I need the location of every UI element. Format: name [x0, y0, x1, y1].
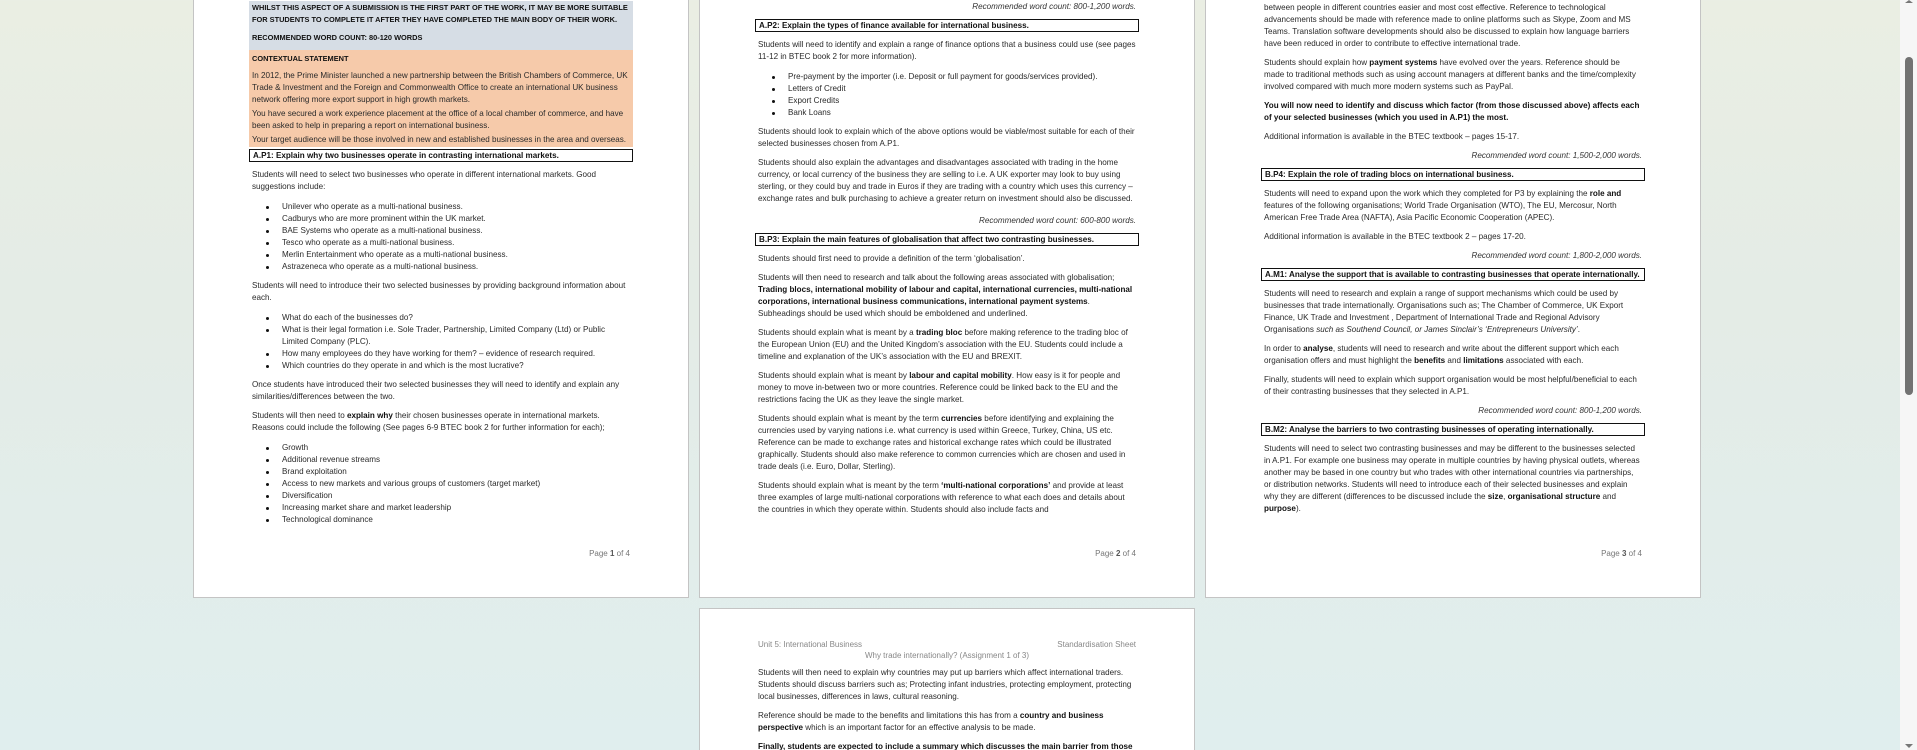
bold-run: labour and capital mobility	[909, 371, 1012, 380]
header-sheet-title: Standardisation Sheet	[1057, 640, 1136, 649]
paragraph	[758, 327, 1136, 363]
paragraph	[252, 410, 630, 434]
page-4	[699, 608, 1195, 750]
paragraph: Additional information is available in the BTEC textbook 2 – pages 17-20.	[1264, 232, 1526, 241]
paragraph	[758, 710, 1136, 734]
text-run: Students will need to expand upon the work which they completed for P3 by explaining the	[1264, 189, 1590, 198]
list-item: Tesco who operate as a multi-national business.	[252, 237, 630, 249]
page-header	[758, 639, 1136, 661]
list-item: Increasing market share and market leadership	[252, 502, 630, 514]
text-run: ,	[1503, 492, 1508, 501]
text-run: and	[1600, 492, 1616, 501]
bold-run: benefits	[1414, 356, 1446, 365]
text-run: which is an important factor for an effective analysis to be made.	[803, 723, 1036, 732]
page-number	[1601, 549, 1642, 558]
bold-run: ‘multi-national corporations’	[941, 481, 1051, 490]
paragraph	[758, 741, 1136, 750]
text-run: Reference should be made to the benefits and limitations this has from a	[758, 711, 1020, 720]
text-run: .	[1577, 325, 1580, 334]
contextual-title: CONTEXTUAL STATEMENT	[252, 54, 349, 63]
word-count-note: Recommended word count: 800-1,200 words.	[1478, 406, 1642, 415]
text-run: features of the following organisations; World Trade Organisation (WTO), The EU, Mercosur, North American Free Trade Area (NAFTA), Asia Pacific Economic Cooperation (APEC).	[1264, 201, 1617, 222]
page-number-total: of 4	[1626, 549, 1642, 558]
list-item: Unilever who operate as a multi-national business.	[252, 201, 630, 213]
contextual-statement-box	[249, 50, 633, 147]
text-run: associated with each.	[1503, 356, 1584, 365]
bold-run: You will now need to identify and discuss which factor (from those discussed above) affects each of your selected businesses (which you used in A.P1) the most.	[1264, 101, 1640, 122]
list-item: Astrazeneca who operate as a multi-national business.	[252, 261, 630, 273]
list-item: Diversification	[252, 490, 630, 502]
section-heading-bp4: B.P4: Explain the role of trading blocs on international business.	[1261, 168, 1645, 181]
section-heading-bp3: B.P3: Explain the main features of globalisation that affect two contrasting businesses.	[755, 233, 1139, 246]
text-run: and	[1445, 356, 1464, 365]
word-count-note: Recommended word count: 800-1,200 words.	[972, 2, 1136, 11]
guidance-box	[249, 1, 633, 50]
bold-run: trading bloc	[915, 328, 963, 337]
text-run: Students should explain what is meant by	[758, 371, 910, 380]
paragraph: Finally, students will need to explain which support organisation would be most helpful/beneficial to each of their contrasting businesses that they selected in A.P1.	[1264, 375, 1637, 396]
bold-run: limitations	[1463, 356, 1504, 365]
word-count-note: Recommended word count: 600-800 words.	[978, 216, 1136, 225]
contextual-paragraph: In 2012, the Prime Minister launched a new partnership between the British Chambers of Commerce, UK Trade & Investment and the Foreign and Commonwealth Office to create an international UK business network offering more export support in high growth markets.	[252, 71, 628, 104]
contextual-paragraph: You have secured a work experience placement at the office of a local chamber of commerce, and have been asked to help in preparing a report on international business.	[252, 109, 624, 130]
page-2	[699, 0, 1195, 598]
text-run: Students will need to select two contrasting businesses and may be different to the businesses selected in A.P1. For example one business may operate in multiple countries by having physical outlets, whereas another may be based in one country but who trades with other international countries via partnerships, or distribution networks. Students will need to introduce each of their selected businesses and explain why they are different (differences to be discussed include the	[1264, 444, 1640, 501]
page-number-prefix: Page	[589, 549, 610, 558]
header-assignment-title: Why trade internationally? (Assignment 1 of 3)	[864, 651, 1030, 660]
paragraph: Once students have introduced their two selected businesses they will need to identify and explain any similarities/differences between the two.	[252, 380, 620, 401]
paragraph	[1264, 100, 1642, 124]
list-item: Growth	[252, 442, 630, 454]
section-heading-ap1: A.P1: Explain why two businesses operate in contrasting international markets.	[249, 149, 633, 162]
paragraph	[1264, 288, 1642, 336]
list-item: Pre-payment by the importer (i.e. Deposit or full payment for goods/services provided).	[758, 71, 1136, 83]
paragraph	[1264, 443, 1642, 515]
section-heading-ap2: A.P2: Explain the types of finance available for international business.	[755, 19, 1139, 32]
bold-run: role and	[1589, 189, 1622, 198]
word-count-note: Recommended word count: 1,800-2,000 words.	[1471, 251, 1642, 260]
paragraph	[758, 272, 1136, 320]
paragraph: Students should also explain the advantages and disadvantages associated with trading in the home currency, or local currency of the business they are selling to i.e. A UK exporter may look to buy using sterling, or they could buy and trade in Euros if they are trading with a country which uses this currency – exchange rates and bulk purchasing to achieve a greater return on investment should also be discussed.	[758, 158, 1133, 203]
paragraph: Students should look to explain which of the above options would be viable/most suitable for each of their selected businesses chosen from A.P1.	[758, 127, 1135, 148]
paragraph: Students will need to introduce their two selected businesses by providing background information about each.	[252, 281, 626, 302]
page-number-prefix: Page	[1095, 549, 1116, 558]
text-run: have evolved over the years. Reference should be made to traditional methods such as using account managers at different banks and the time/complexity involved compared with much more modern systems such as PayPal.	[1264, 58, 1636, 91]
background-questions-list	[252, 312, 630, 372]
list-item: Access to new markets and various groups of customers (target market)	[252, 478, 630, 490]
word-count-note: Recommended word count: 1,500-2,000 words.	[1471, 151, 1642, 160]
paragraph	[758, 480, 1136, 516]
bold-run: country and business perspective	[758, 711, 1104, 732]
list-item: Cadburys who are more prominent within the UK market.	[252, 213, 630, 225]
section-heading-bm2: B.M2: Analyse the barriers to two contrasting businesses of operating internationally.	[1261, 423, 1645, 436]
text-run: before making reference to the trading bloc of the European Union (EU) and the United Kingdom’s association with the EU. Students could include a timeline and explanation of the UK’s association with the EU and BREXIT.	[758, 328, 1128, 361]
bold-run: Trading blocs, international mobility of labour and capital, international currencies, multi-national corporations, international business communications, international payment systems	[758, 285, 1133, 306]
vertical-scrollbar[interactable]	[1900, 0, 1917, 750]
list-item: How many employees do they have working for them? – evidence of research required.	[252, 348, 630, 360]
contextual-paragraph: Your target audience will be those involved in new and established businesses in the area and overseas.	[252, 135, 627, 144]
text-run: ).	[1295, 504, 1301, 513]
page-number	[589, 549, 630, 558]
text-run: Students should explain what is meant by a	[758, 328, 916, 337]
business-suggestions-list	[252, 201, 630, 273]
text-run: .	[1087, 297, 1090, 306]
text-run: before identifying and explaining the currencies used by varying nations i.e. what currency is used within Greece, Turkey, China, US etc. Reference can be made to exchange rates and historical exchange rates which could be illustrated graphically. Students should also make reference to common currencies which are chosen and used in trade deals (i.e. Euro, Dollar, Sterling).	[758, 414, 1126, 471]
list-item: Technological dominance	[252, 514, 630, 526]
text-run: Students will then need to research and talk about the following areas associated with globalisation;	[758, 273, 1115, 282]
guidance-word-count: RECOMMENDED WORD COUNT: 80-120 WORDS	[252, 33, 423, 42]
page-number-prefix: Page	[1601, 549, 1622, 558]
list-item: What do each of the businesses do?	[252, 312, 630, 324]
text-run: , students will need to research and write about the different support which each organisation offers and must highlight the	[1264, 344, 1619, 365]
page-number-total: of 4	[614, 549, 630, 558]
text-run: Students should explain what is meant by the term	[758, 481, 942, 490]
bold-run: organisational structure	[1507, 492, 1601, 501]
header-unit-title: Unit 5: International Business	[758, 640, 863, 649]
text-run: In order to	[1264, 344, 1304, 353]
bold-run: currencies	[941, 414, 983, 423]
text-run: Students will then need to	[252, 411, 347, 420]
text-run: Students should explain what is meant by the term	[758, 414, 942, 423]
list-item: Letters of Credit	[758, 83, 1136, 95]
list-item: Brand exploitation	[252, 466, 630, 478]
paragraph: Students will need to select two businesses who operate in different international markets. Good suggestions include:	[252, 170, 597, 191]
list-item: Export Credits	[758, 95, 1136, 107]
list-item: Bank Loans	[758, 107, 1136, 119]
page-3	[1205, 0, 1701, 598]
text-run: their chosen businesses operate in international markets. Reasons could include the following (See pages 6-9 BTEC book 2 for further information for each);	[252, 411, 605, 432]
bold-run: Finally, students are expected to include a summary which discusses the main barrier from those	[758, 742, 1133, 750]
page-number-current: 2	[1115, 549, 1121, 558]
italic-run: such as Southend Council, or James Sinclair’s ‘Entrepreneurs University’	[1316, 325, 1578, 334]
paragraph	[1264, 188, 1642, 224]
page-number	[1095, 549, 1136, 558]
paragraph: Students will then need to explain why countries may put up barriers which affect international traders. Students should discuss barriers such as; Protecting infant industries, protecting employment, protecting local businesses, differences in laws, cultural reasoning.	[758, 668, 1132, 701]
list-item: Additional revenue streams	[252, 454, 630, 466]
bold-run: analyse	[1303, 344, 1333, 353]
bold-run: size	[1487, 492, 1504, 501]
bold-run: purpose	[1264, 504, 1296, 513]
paragraph: Students should first need to provide a definition of the term ‘globalisation’.	[758, 254, 1025, 263]
page-number-current: 1	[609, 549, 615, 558]
section-heading-am1: A.M1: Analyse the support that is available to contrasting businesses that operate internationally.	[1261, 268, 1645, 281]
list-item: BAE Systems who operate as a multi-national business.	[252, 225, 630, 237]
list-item: Merlin Entertainment who operate as a multi-national business.	[252, 249, 630, 261]
paragraph	[1264, 343, 1642, 367]
finance-options-list	[758, 71, 1136, 119]
scroll-down-arrow-icon[interactable]	[1905, 744, 1913, 748]
paragraph: Students will need to identify and explain a range of finance options that a business could use (see pages 11-12 in BTEC book 2 for more information).	[758, 40, 1136, 61]
paragraph: Additional information is available in the BTEC textbook – pages 15-17.	[1264, 132, 1520, 141]
text-run: Students should explain how	[1264, 58, 1370, 67]
paragraph: between people in different countries easier and most cost effective. Reference to technological advancements should be made with reference made to online platforms such as Skype, Zoom and MS Teams. Translation software developments should also be discussed to explain how language barriers have been reduced in order to contribute to effective international trade.	[1264, 3, 1631, 48]
reasons-list	[252, 442, 630, 526]
page-number-total: of 4	[1120, 549, 1136, 558]
guidance-note: WHILST THIS ASPECT OF A SUBMISSION IS THE FIRST PART OF THE WORK, IT MAY BE MORE SUITABLE FOR STUDENTS TO COMPLETE IT AFTER THEY HAVE COMPLETED THE MAIN BODY OF THEIR WORK.	[252, 3, 628, 24]
list-item: What is their legal formation i.e. Sole Trader, Partnership, Limited Company (Ltd) or Public Limited Company (PLC).	[252, 324, 630, 348]
bold-run: explain why	[346, 411, 393, 420]
paragraph	[758, 413, 1136, 473]
scroll-up-arrow-icon[interactable]	[1905, 0, 1913, 3]
paragraph	[758, 370, 1136, 406]
paragraph	[1264, 57, 1642, 93]
text-run: and provide at least three examples of large multi-national corporations with reference to what each does and details about the countries in which they operate within. Students should also include facts and	[758, 481, 1125, 514]
page-number-current: 3	[1621, 549, 1627, 558]
text-run: . How easy is it for people and money to move in-between two or more countries. Reference could be linked back to the EU and the restrictions facing the UK as they leave the single market.	[758, 371, 1121, 404]
text-run: Subheadings should be used which should be emboldened and underlined.	[758, 309, 1028, 318]
list-item: Which countries do they operate in and which is the most lucrative?	[252, 360, 630, 372]
page-1	[193, 0, 689, 598]
scrollbar-thumb[interactable]	[1905, 57, 1913, 395]
bold-run: payment systems	[1369, 58, 1438, 67]
text-run: Students will need to research and explain a range of support mechanisms which could be used by businesses that trade internationally. Organisations such as; The Chamber of Commerce, UK Export Finance, UK Trade and Investment , Department of International Trade and Regional Advisory Organisations	[1264, 289, 1624, 334]
